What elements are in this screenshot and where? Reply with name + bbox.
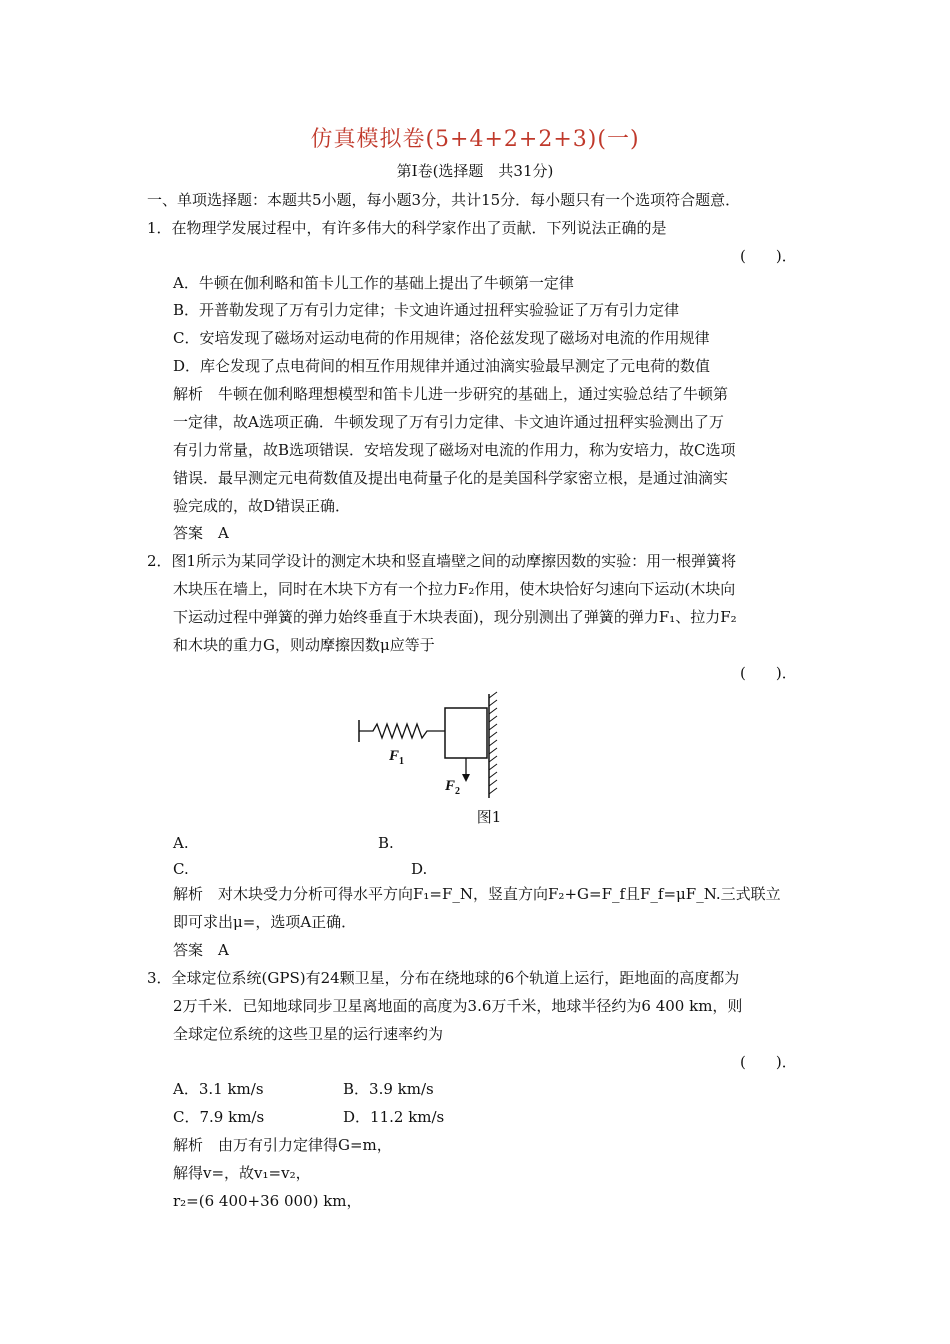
q2-option-c: C. — [173, 860, 189, 878]
q2-answer: 答案 A — [173, 941, 229, 959]
spring — [359, 724, 445, 738]
q3-stem-line: 全球定位系统的这些卫星的运行速率约为 — [173, 1025, 444, 1043]
q2-stem-line: 下运动过程中弹簧的弹力始终垂直于木块表面)，现分别测出了弹簧的弹力F₁、拉力F₂ — [173, 608, 737, 626]
q2-option-d: D. — [411, 860, 428, 878]
q1-option-a: A．牛顿在伽利略和笛卡儿工作的基础上提出了牛顿第一定律 — [173, 274, 574, 292]
q3-work-line: 解析 由万有引力定律得G=m， — [173, 1136, 392, 1154]
q1-analysis-line: 错误．最早测定元电荷数值及提出电荷量子化的是美国科学家密立根，是通过油滴实 — [173, 469, 729, 487]
spring-block-wall-figure — [355, 690, 515, 802]
q1-analysis-line: 有引力常量，故B选项错误．安培发现了磁场对电流的作用力，称为安培力，故C选项 — [173, 441, 736, 459]
q2-analysis-line: 即可求出μ=，选项A正确． — [173, 913, 357, 931]
q3-work-line: 解得v=，故v₁=v₂， — [173, 1164, 311, 1182]
q3-option-a: A．3.1 km/s — [173, 1080, 264, 1098]
label-f2: F — [445, 778, 456, 794]
q3-option-c: C．7.9 km/s — [173, 1108, 265, 1126]
q2-stem-line: 2．图1所示为某同学设计的测定木块和竖直墙壁之间的动摩擦因数的实验：用一根弹簧将 — [147, 552, 737, 570]
paper-title: 仿真模拟卷(5+4+2+2+3)(一) — [310, 127, 640, 152]
q1-analysis-line: 验完成的，故D错误正确． — [173, 497, 351, 515]
q1-option-b: B．开普勒发现了万有引力定律；卡文迪许通过扭秤实验验证了万有引力定律 — [173, 301, 680, 319]
q1-analysis-line: 解析 牛顿在伽利略理想模型和笛卡儿进一步研究的基础上，通过实验总结了牛顿第 — [173, 385, 729, 403]
q3-stem-line: 3．全球定位系统(GPS)有24颗卫星，分布在绕地球的6个轨道上运行，距地面的高度都为 — [147, 969, 740, 987]
q2-stem-line: 木块压在墙上，同时在木块下方有一个拉力F₂作用，使木块恰好匀速向下运动(木块向 — [173, 580, 736, 598]
label-f1-subscript: 1 — [399, 756, 404, 767]
q1-option-d: D．库仑发现了点电荷间的相互作用规律并通过油滴实验最早测定了元电荷的数值 — [173, 357, 711, 375]
q3-stem-line: 2万千米．已知地球同步卫星离地面的高度为3.6万千米，地球半径约为6 400 km，则 — [173, 997, 743, 1015]
wooden-block — [445, 708, 487, 758]
q2-option-b: B. — [378, 834, 394, 852]
label-f1: F — [389, 748, 400, 764]
q3-work-line: r₂=(6 400+36 000) km， — [173, 1192, 362, 1210]
arrow-head-icon — [462, 774, 470, 782]
q1-answer-blank: ( )． — [740, 247, 797, 265]
q1-answer: 答案 A — [173, 524, 229, 542]
q2-analysis-line: 解析 对木块受力分析可得水平方向F₁=F_N，竖直方向F₂+G=F_f且F_f=μF_N.三式联立 — [173, 885, 781, 903]
figure-caption: 图1 — [476, 808, 502, 826]
wall-hatching — [489, 692, 497, 794]
section-subtitle: 第Ⅰ卷(选择题 共31分) — [396, 162, 554, 180]
q3-option-b: B．3.9 km/s — [343, 1080, 434, 1098]
section-intro: 一、单项选择题：本题共5小题，每小题3分，共计15分．每小题只有一个选项符合题意． — [147, 191, 741, 209]
q2-answer-blank: ( )． — [740, 664, 797, 682]
q1-stem: 1．在物理学发展过程中，有许多伟大的科学家作出了贡献．下列说法正确的是 — [147, 219, 667, 237]
q3-option-d: D．11.2 km/s — [343, 1108, 445, 1126]
q1-analysis-line: 一定律，故A选项正确．牛顿发现了万有引力定律、卡文迪许通过扭秤实验测出了万 — [173, 413, 724, 431]
q2-stem-line: 和木块的重力G，则动摩擦因数μ应等于 — [173, 636, 435, 654]
q2-option-a: A. — [173, 834, 189, 852]
label-f2-subscript: 2 — [455, 786, 460, 797]
q1-option-c: C．安培发现了磁场对运动电荷的作用规律；洛伦兹发现了磁场对电流的作用规律 — [173, 329, 710, 347]
q3-answer-blank: ( )． — [740, 1053, 797, 1071]
